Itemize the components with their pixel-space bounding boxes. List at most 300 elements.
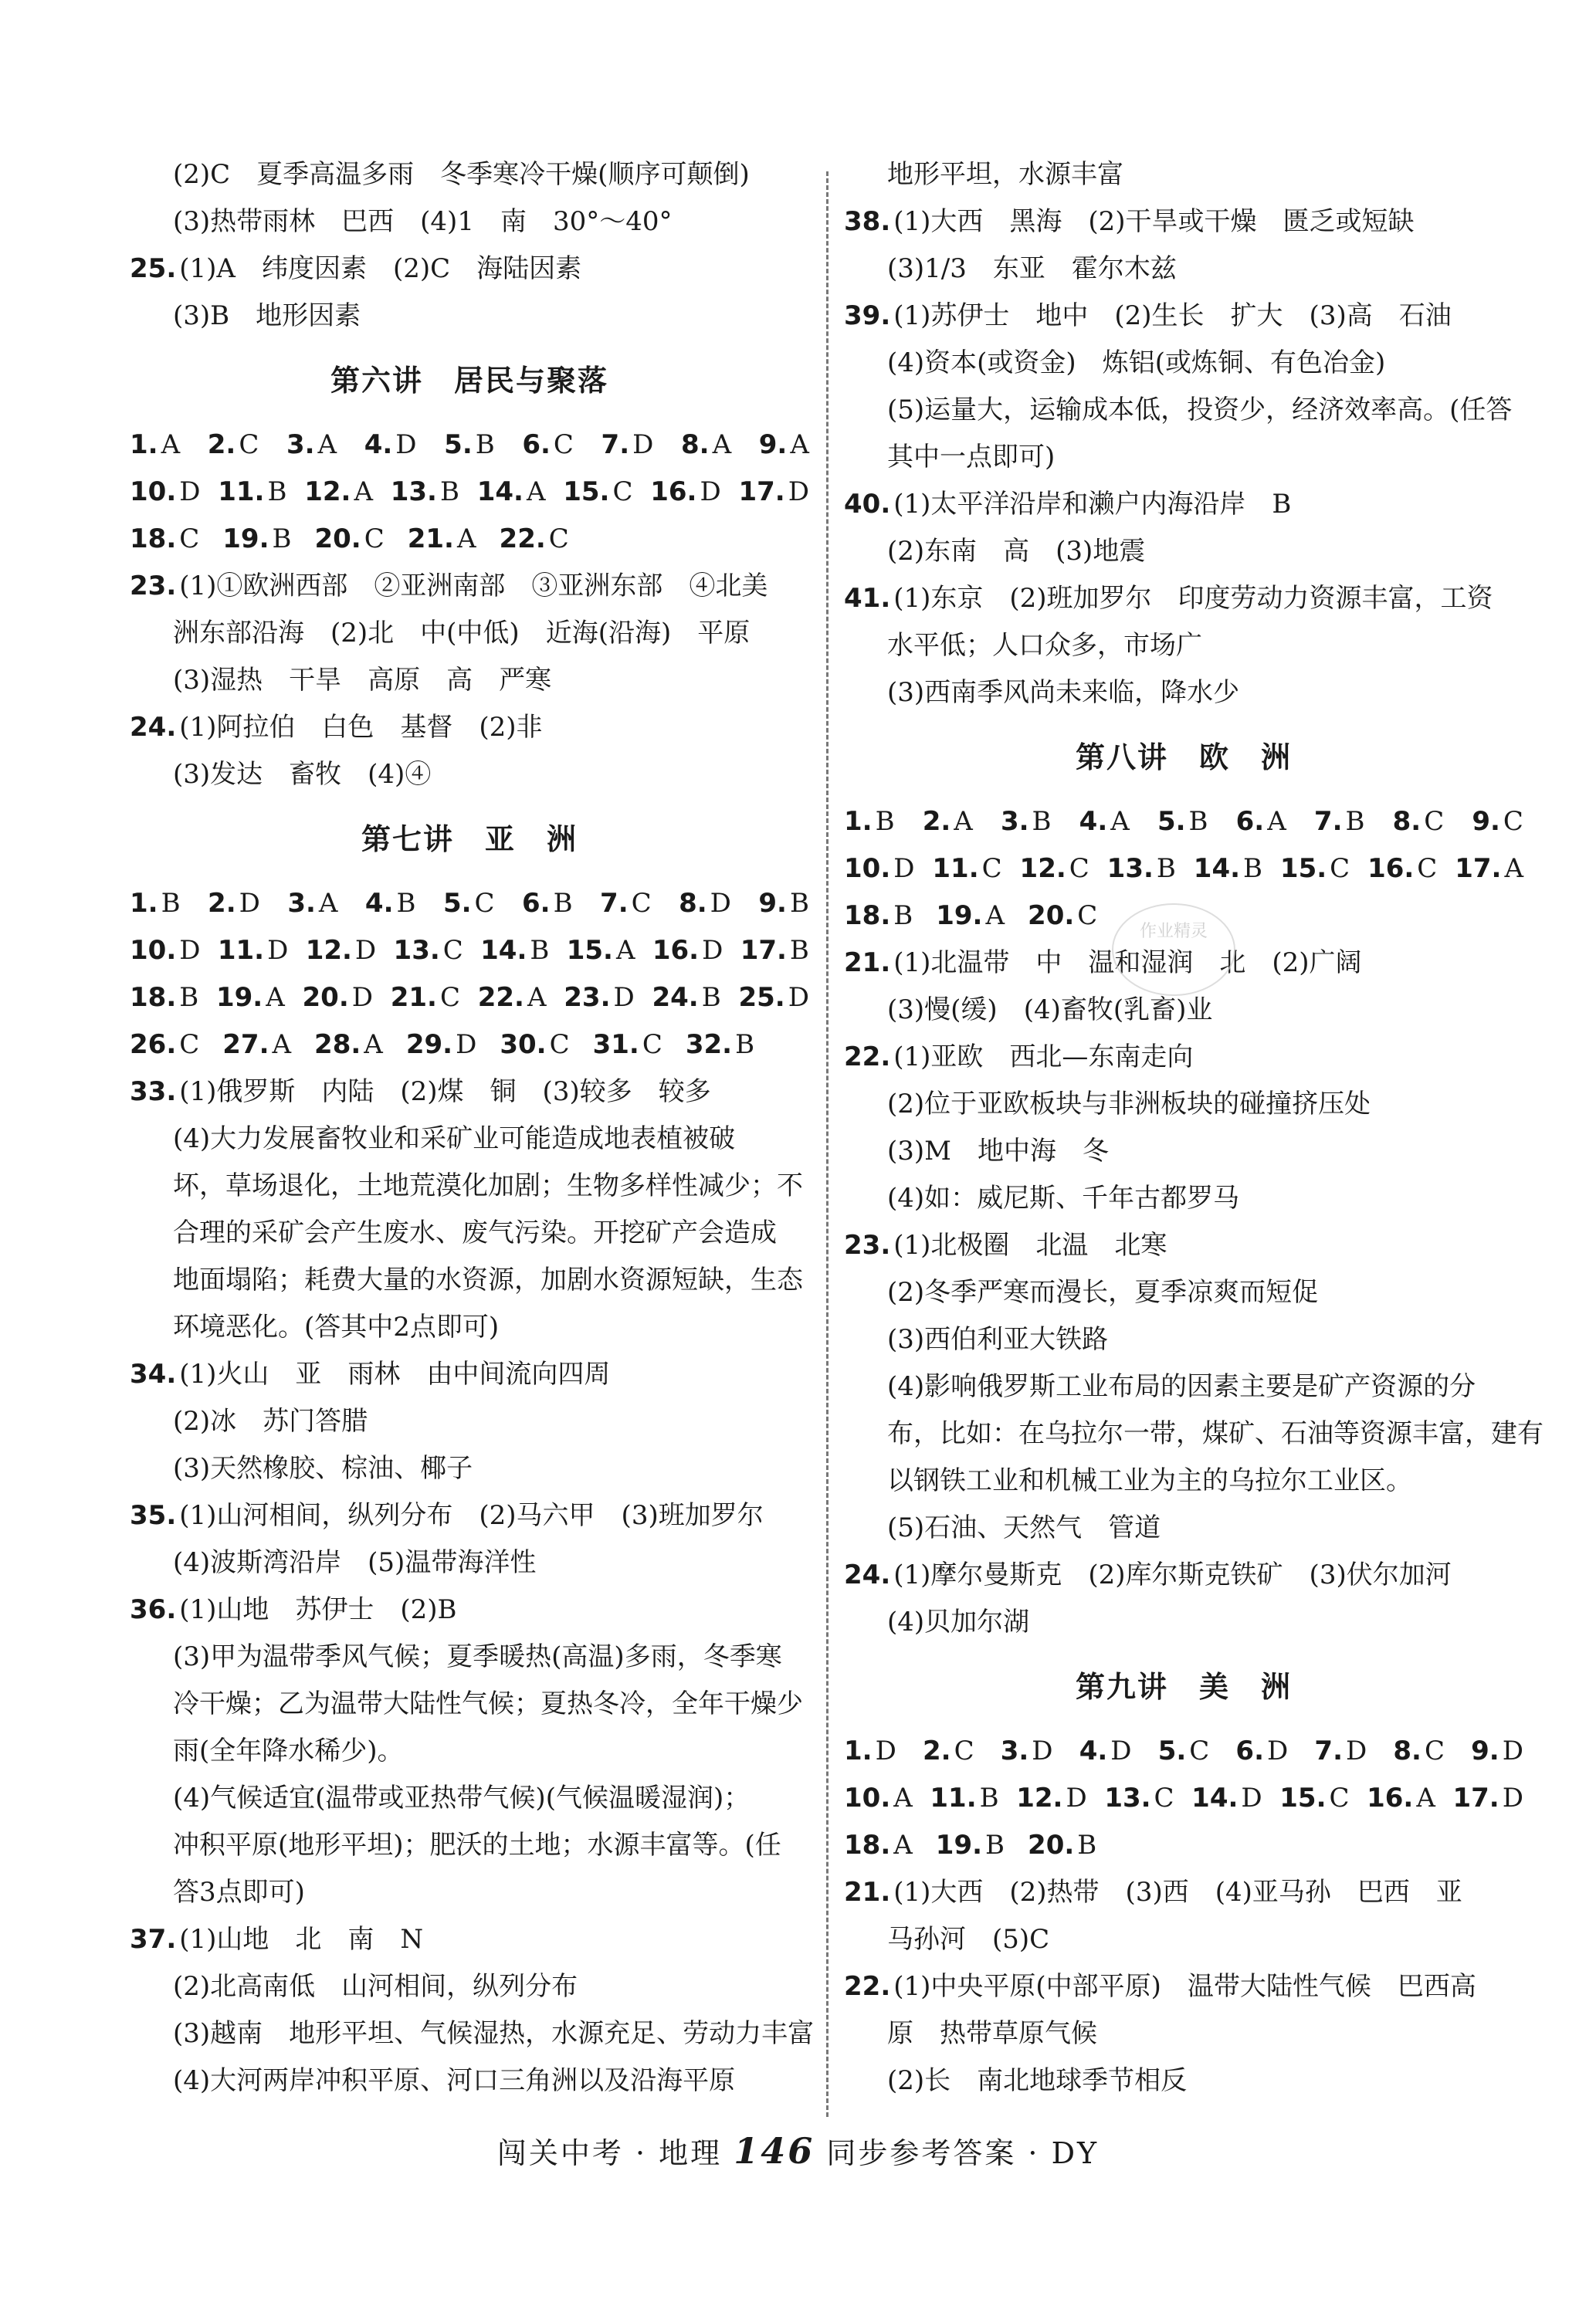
answer-text: (3)西南季风尚未来临，降水少	[887, 677, 1240, 708]
answer-letter: B	[1243, 853, 1263, 884]
answer-letter: C	[612, 476, 633, 507]
question-number: 4.	[1079, 1736, 1108, 1766]
choice-answer	[222, 1029, 291, 1060]
answer-letter: D	[1345, 1736, 1367, 1766]
question-number: 20.	[302, 982, 349, 1013]
choice-answer	[216, 974, 285, 1021]
answer-letter: B	[979, 1783, 999, 1814]
choice-answer	[130, 880, 181, 927]
question-number: 23.	[844, 1230, 891, 1261]
answer-line	[130, 751, 809, 798]
answer-line	[844, 1128, 1523, 1175]
answer-text: (1)中央平原(中部平原) 温带大陆性气候 巴西高	[893, 1971, 1476, 2002]
answer-letter: A	[317, 429, 337, 460]
choice-answer	[844, 845, 915, 892]
choice-answer	[1028, 900, 1097, 931]
choice-answer	[365, 880, 416, 927]
answer-line	[844, 198, 1523, 246]
answer-letter: B	[530, 935, 550, 966]
answer-line	[130, 1775, 809, 1822]
question-number: 5.	[1157, 1736, 1187, 1766]
answer-line	[844, 2057, 1523, 2105]
question-number: 15.	[1279, 1783, 1327, 1814]
answer-letter: C	[239, 429, 259, 460]
question-number: 25.	[130, 253, 177, 284]
choice-answer	[222, 523, 291, 554]
answer-letter: C	[954, 1736, 974, 1766]
answer-letter: B	[553, 888, 573, 919]
question-number: 11.	[218, 476, 265, 507]
question-number: 4.	[1079, 806, 1108, 837]
question-number: 38.	[844, 206, 891, 237]
answer-row	[130, 927, 809, 974]
answer-letter: D	[788, 476, 809, 507]
answer-line	[844, 1269, 1523, 1316]
question-number: 15.	[566, 935, 613, 966]
answer-line	[130, 1257, 809, 1304]
choice-answer	[1194, 845, 1262, 892]
answer-text: (2)位于亚欧板块与非洲板块的碰撞挤压处	[887, 1089, 1371, 1119]
answer-line	[130, 293, 809, 340]
answer-letter: D	[893, 853, 915, 884]
answer-text: (1)A 纬度因素 (2)C 海陆因素	[179, 253, 582, 284]
answer-letter: D	[788, 982, 809, 1013]
question-number: 24.	[130, 712, 177, 743]
choice-answer	[1157, 798, 1208, 845]
answer-letter: D	[179, 476, 201, 507]
answer-letter: A	[1267, 806, 1286, 837]
answer-text: (3)天然橡胶、棕油、椰子	[173, 1453, 473, 1484]
question-number: 24.	[844, 1560, 891, 1590]
choice-answer	[679, 880, 731, 927]
choice-answer	[1158, 1728, 1210, 1775]
choice-answer	[218, 927, 289, 974]
answer-text: (4)贝加尔湖	[887, 1607, 1030, 1638]
section-title: 第八讲 欧 洲	[1075, 740, 1292, 774]
answer-letter: B	[875, 806, 895, 837]
answer-text: 其中一点即可)	[887, 442, 1056, 472]
choice-answer	[286, 422, 337, 469]
question-number: 18.	[130, 523, 177, 554]
question-number: 6.	[522, 429, 551, 460]
answer-letter: A	[1416, 1783, 1435, 1814]
choice-answer	[391, 469, 459, 516]
answer-letter: B	[179, 982, 199, 1013]
section-title: 第七讲 亚 洲	[361, 822, 578, 856]
answer-text: (5)石油、天然气 管道	[887, 1512, 1161, 1543]
answer-line	[130, 1822, 809, 1869]
answer-text: 坏，草场退化，土地荒漠化加剧；生物多样性减少；不	[173, 1170, 803, 1201]
answer-row	[130, 1021, 809, 1069]
question-number: 22.	[477, 982, 524, 1013]
choice-answer	[1314, 1728, 1367, 1775]
answer-text: (3)湿热 干旱 高原 高 严寒	[173, 665, 552, 696]
answer-letter: D	[702, 935, 723, 966]
answer-row	[130, 516, 809, 563]
answer-line	[130, 2057, 809, 2105]
question-number: 16.	[652, 935, 700, 966]
choice-answer	[738, 974, 809, 1021]
answer-line	[844, 246, 1523, 293]
section-title: 第六讲 居民与聚落	[330, 364, 608, 398]
question-number: 20.	[314, 523, 361, 554]
choice-answer	[936, 1830, 1005, 1861]
answer-letter: B	[893, 900, 913, 931]
answer-line	[130, 1869, 809, 1916]
question-number: 14.	[1191, 1783, 1239, 1814]
question-number: 13.	[393, 935, 440, 966]
answer-row	[844, 1775, 1523, 1822]
answer-letter: A	[712, 429, 732, 460]
answer-line	[844, 575, 1523, 622]
choice-answer	[1104, 1775, 1174, 1822]
answer-text: 雨(全年降水稀少)。	[173, 1736, 404, 1766]
answer-line	[130, 563, 809, 610]
choice-answer	[564, 974, 635, 1021]
choice-answer	[1367, 1775, 1435, 1822]
answer-line	[130, 1916, 809, 1963]
question-number: 17.	[1452, 1783, 1499, 1814]
answer-letter: D	[239, 888, 260, 919]
question-number: 13.	[1104, 1783, 1151, 1814]
question-number: 3.	[1000, 806, 1029, 837]
choice-answer	[930, 1775, 998, 1822]
question-number: 19.	[222, 523, 269, 554]
choice-answer	[1472, 798, 1523, 845]
choice-answer	[758, 880, 809, 927]
answer-letter: B	[789, 888, 809, 919]
answer-text: (2)冰 苏门答腊	[173, 1406, 368, 1437]
choice-answer	[314, 1029, 383, 1060]
answer-line	[844, 1034, 1523, 1081]
choice-answer	[923, 798, 973, 845]
question-number: 29.	[405, 1029, 453, 1060]
answer-letter: C	[179, 1029, 200, 1060]
question-number: 21.	[407, 523, 454, 554]
answer-letter: D	[395, 429, 417, 460]
answer-line	[130, 2010, 815, 2057]
answer-line	[130, 1304, 809, 1351]
answer-line	[844, 622, 1523, 669]
choice-answer	[444, 422, 495, 469]
answer-text: 答3点即可)	[173, 1877, 305, 1908]
question-number: 1.	[844, 1736, 873, 1766]
answer-text: (2)C 夏季高温多雨 冬季寒冷干燥(顺序可颠倒)	[173, 159, 750, 190]
answer-letter: C	[364, 523, 385, 554]
question-number: 9.	[1472, 806, 1500, 837]
answer-letter: C	[548, 523, 569, 554]
answer-text: (3)西伯利亚大铁路	[887, 1324, 1109, 1355]
answer-letter: D	[1241, 1783, 1262, 1814]
answer-letter: D	[179, 935, 201, 966]
question-number: 20.	[1028, 900, 1075, 931]
answer-text: (1)①欧洲西部 ②亚洲南部 ③亚洲东部 ④北美	[179, 571, 768, 601]
left-column	[130, 151, 815, 2105]
answer-letter: A	[1504, 853, 1523, 884]
question-number: 36.	[130, 1594, 177, 1625]
answer-letter: D	[1110, 1736, 1132, 1766]
right-column	[844, 151, 1543, 2105]
choice-answer	[738, 469, 809, 516]
answer-text: (1)北温带 中 温和湿润 北 (2)广阔	[893, 947, 1362, 978]
answer-text: (3)越南 地形平坦、气候湿热，水源充足、劳动力丰富	[173, 2018, 815, 2049]
question-number: 8.	[679, 888, 707, 919]
question-number: 4.	[364, 429, 393, 460]
answer-line	[844, 1599, 1523, 1646]
answer-line	[130, 1681, 809, 1728]
answer-text: (1)大西 (2)热带 (3)西 (4)亚马孙 巴西 亚	[893, 1877, 1462, 1908]
answer-letter: D	[632, 429, 654, 460]
question-number: 8.	[681, 429, 710, 460]
answer-line	[844, 1552, 1523, 1599]
choice-answer	[130, 523, 199, 554]
choice-answer	[477, 469, 546, 516]
answer-letter: B	[789, 935, 809, 966]
answer-letter: A	[266, 982, 285, 1013]
answer-line	[844, 1081, 1523, 1128]
choice-answer	[652, 974, 720, 1021]
choice-answer	[1393, 798, 1445, 845]
choice-answer	[218, 469, 286, 516]
question-number: 25.	[738, 982, 785, 1013]
question-number: 17.	[738, 476, 785, 507]
answer-letter: A	[272, 1029, 292, 1060]
page-footer	[0, 2129, 1596, 2172]
answer-letter: B	[701, 982, 721, 1013]
choice-answer	[304, 469, 373, 516]
answer-text: (3)B 地形因素	[173, 300, 361, 331]
answer-text: (4)资本(或资金) 炼铝(或炼铜、有色冶金)	[887, 347, 1386, 378]
question-number: 18.	[844, 1830, 891, 1861]
answer-text: 洲东部沿海 (2)北 中(中低) 近海(沿海) 平原	[173, 618, 751, 649]
answer-text: (4)如：威尼斯、千年古都罗马	[887, 1183, 1240, 1214]
choice-answer	[1107, 845, 1176, 892]
question-number: 22.	[844, 1971, 891, 2002]
answer-line	[844, 1175, 1523, 1222]
question-number: 30.	[500, 1029, 547, 1060]
question-number: 7.	[1314, 1736, 1343, 1766]
answer-letter: B	[735, 1029, 755, 1060]
answer-text: (4)气候适宜(温带或亚热带气候)(气候温暖湿润)；	[173, 1783, 751, 1814]
answer-line	[130, 704, 809, 751]
question-number: 13.	[390, 476, 437, 507]
answer-letter: C	[553, 429, 574, 460]
question-number: 8.	[1392, 806, 1421, 837]
choice-answer	[844, 1830, 913, 1861]
choice-answer	[650, 469, 721, 516]
choice-answer	[681, 422, 731, 469]
answer-text: (1)北极圈 北温 北寒	[893, 1230, 1167, 1261]
answer-letter: D	[1267, 1736, 1289, 1766]
question-number: 4.	[364, 888, 394, 919]
question-number: 10.	[844, 853, 891, 884]
answer-letter: D	[875, 1736, 896, 1766]
question-number: 35.	[130, 1500, 177, 1531]
question-number: 7.	[601, 429, 630, 460]
answer-line	[130, 1116, 809, 1163]
answer-letter: C	[474, 888, 495, 919]
question-number: 19.	[935, 1830, 983, 1861]
choice-answer	[1020, 845, 1089, 892]
answer-row	[844, 845, 1523, 892]
answer-line	[130, 1210, 809, 1257]
choice-answer	[1079, 1728, 1132, 1775]
answer-letter: C	[1189, 1736, 1210, 1766]
answer-letter: B	[439, 476, 459, 507]
choice-answer	[303, 974, 374, 1021]
answer-letter: C	[1424, 1736, 1445, 1766]
answer-letter: A	[354, 476, 373, 507]
question-number: 1.	[844, 806, 873, 837]
answer-letter: C	[439, 982, 460, 1013]
answer-line	[130, 1587, 809, 1634]
question-number: 6.	[1235, 806, 1265, 837]
answer-letter: D	[351, 982, 373, 1013]
answer-letter: C	[1503, 806, 1523, 837]
question-number: 10.	[844, 1783, 891, 1814]
answer-letter: D	[710, 888, 731, 919]
question-number: 34.	[130, 1359, 177, 1390]
question-number: 12.	[1016, 1783, 1063, 1814]
answer-text: (3)热带雨林 巴西 (4)1 南 30°～40°	[173, 206, 673, 237]
answer-line	[130, 1963, 809, 2010]
answer-text: (1)东京 (2)班加罗尔 印度劳动力资源丰富，工资	[893, 583, 1493, 614]
answer-letter: D	[1066, 1783, 1087, 1814]
choice-answer	[600, 880, 652, 927]
question-number: 41.	[844, 583, 891, 614]
question-number: 2.	[207, 429, 236, 460]
answer-line	[844, 669, 1523, 716]
question-number: 19.	[936, 900, 983, 931]
question-number: 11.	[930, 1783, 977, 1814]
choice-answer	[1471, 1728, 1523, 1775]
answer-line	[844, 340, 1523, 387]
question-number: 9.	[758, 888, 787, 919]
answer-text: (4)大河两岸冲积平原、河口三角洲以及沿海平原	[173, 2065, 736, 2096]
answer-line	[130, 1539, 809, 1587]
answer-text: 原 热带草原气候	[887, 2018, 1097, 2049]
answer-letter: C	[631, 888, 652, 919]
answer-text: 地面塌陷；耗费大量的水资源，加剧水资源短缺，生态	[173, 1265, 803, 1295]
answer-text: 马孙河 (5)C	[887, 1924, 1050, 1955]
question-number: 3.	[1000, 1736, 1029, 1766]
choice-answer	[306, 927, 377, 974]
question-number: 21.	[844, 1877, 891, 1908]
answer-letter: B	[396, 888, 416, 919]
answer-row	[844, 798, 1523, 845]
answer-line	[844, 1963, 1523, 2010]
choice-answer	[522, 422, 574, 469]
footer-title: 闯关中考 · 地理	[496, 2136, 723, 2170]
answer-text: (3)M 地中海 冬	[887, 1136, 1109, 1167]
answer-line	[130, 198, 809, 246]
answer-letter: C	[442, 935, 463, 966]
footer-subtitle: 同步参考答案 · DY	[826, 2136, 1100, 2170]
answer-letter: A	[364, 1029, 383, 1060]
question-number: 7.	[1313, 806, 1343, 837]
choice-answer	[1235, 1728, 1288, 1775]
answer-letter: D	[700, 476, 721, 507]
question-number: 37.	[130, 1924, 177, 1955]
question-number: 12.	[305, 935, 352, 966]
question-number: 39.	[844, 300, 891, 331]
answer-letter: B	[1345, 806, 1365, 837]
question-number: 23.	[130, 571, 177, 601]
question-number: 11.	[217, 935, 265, 966]
answer-text: 布，比如：在乌拉尔一带，煤矿、石油等资源丰富，建有	[887, 1418, 1543, 1449]
question-number: 10.	[130, 935, 177, 966]
choice-answer	[1028, 1830, 1096, 1861]
answer-text: (1)山地 苏伊士 (2)B	[179, 1594, 457, 1625]
answer-letter: A	[526, 476, 546, 507]
choice-answer	[1016, 1775, 1087, 1822]
answer-row	[130, 469, 809, 516]
answer-line	[844, 434, 1523, 481]
answer-line	[844, 1869, 1523, 1916]
answer-letter: A	[954, 806, 973, 837]
answer-letter: B	[985, 1830, 1005, 1861]
question-number: 12.	[1019, 853, 1066, 884]
question-number: 5.	[444, 429, 473, 460]
answer-letter: C	[642, 1029, 662, 1060]
answer-letter: C	[1069, 853, 1089, 884]
answer-line	[130, 610, 809, 657]
answer-text: (2)长 南北地球季节相反	[887, 2065, 1188, 2096]
answer-text: (5)运量大，运输成本低，投资少，经济效率高。(任答	[887, 395, 1513, 425]
answer-text: (3)1/3 东亚 霍尔木兹	[887, 253, 1177, 284]
answer-letter: B	[1077, 1830, 1097, 1861]
answer-letter: A	[615, 935, 635, 966]
question-number: 23.	[564, 982, 611, 1013]
answer-text: (1)俄罗斯 内陆 (2)煤 铜 (3)较多 较多	[179, 1076, 711, 1107]
answer-line	[130, 1163, 809, 1210]
question-number: 20.	[1028, 1830, 1075, 1861]
question-number: 3.	[287, 888, 316, 919]
choice-answer	[1279, 1775, 1349, 1822]
answer-text: 冷干燥；乙为温带大陆性气候；夏热冬冷，全年干燥少	[173, 1688, 803, 1719]
answer-letter: D	[613, 982, 635, 1013]
answer-line	[844, 1222, 1523, 1269]
question-number: 16.	[1367, 1783, 1414, 1814]
page-number: 146	[734, 2130, 815, 2172]
choice-answer	[443, 880, 495, 927]
answer-letter: A	[318, 888, 338, 919]
choice-answer	[522, 880, 573, 927]
answer-letter: A	[456, 523, 476, 554]
answer-text: (1)摩尔曼斯克 (2)库尔斯克铁矿 (3)伏尔加河	[893, 1560, 1452, 1590]
answer-text: (1)阿拉伯 白色 基督 (2)非	[179, 712, 543, 743]
choice-answer	[208, 422, 259, 469]
answer-letter: B	[475, 429, 495, 460]
question-number: 5.	[442, 888, 472, 919]
choice-answer	[563, 469, 632, 516]
choice-answer	[1314, 798, 1365, 845]
question-number: 22.	[844, 1041, 891, 1072]
column-divider	[826, 171, 828, 2117]
answer-letter: C	[1329, 1783, 1350, 1814]
question-number: 6.	[522, 888, 551, 919]
answer-letter: D	[1032, 1736, 1053, 1766]
answer-letter: C	[981, 853, 1002, 884]
question-number: 22.	[499, 523, 546, 554]
question-number: 7.	[600, 888, 629, 919]
question-number: 10.	[130, 476, 177, 507]
question-number: 14.	[476, 476, 524, 507]
watermark-stamp: 作业精灵	[1112, 903, 1235, 996]
question-number: 6.	[1235, 1736, 1264, 1766]
answer-text: (1)亚欧 西北—东南走向	[893, 1041, 1194, 1072]
choice-answer	[391, 974, 460, 1021]
